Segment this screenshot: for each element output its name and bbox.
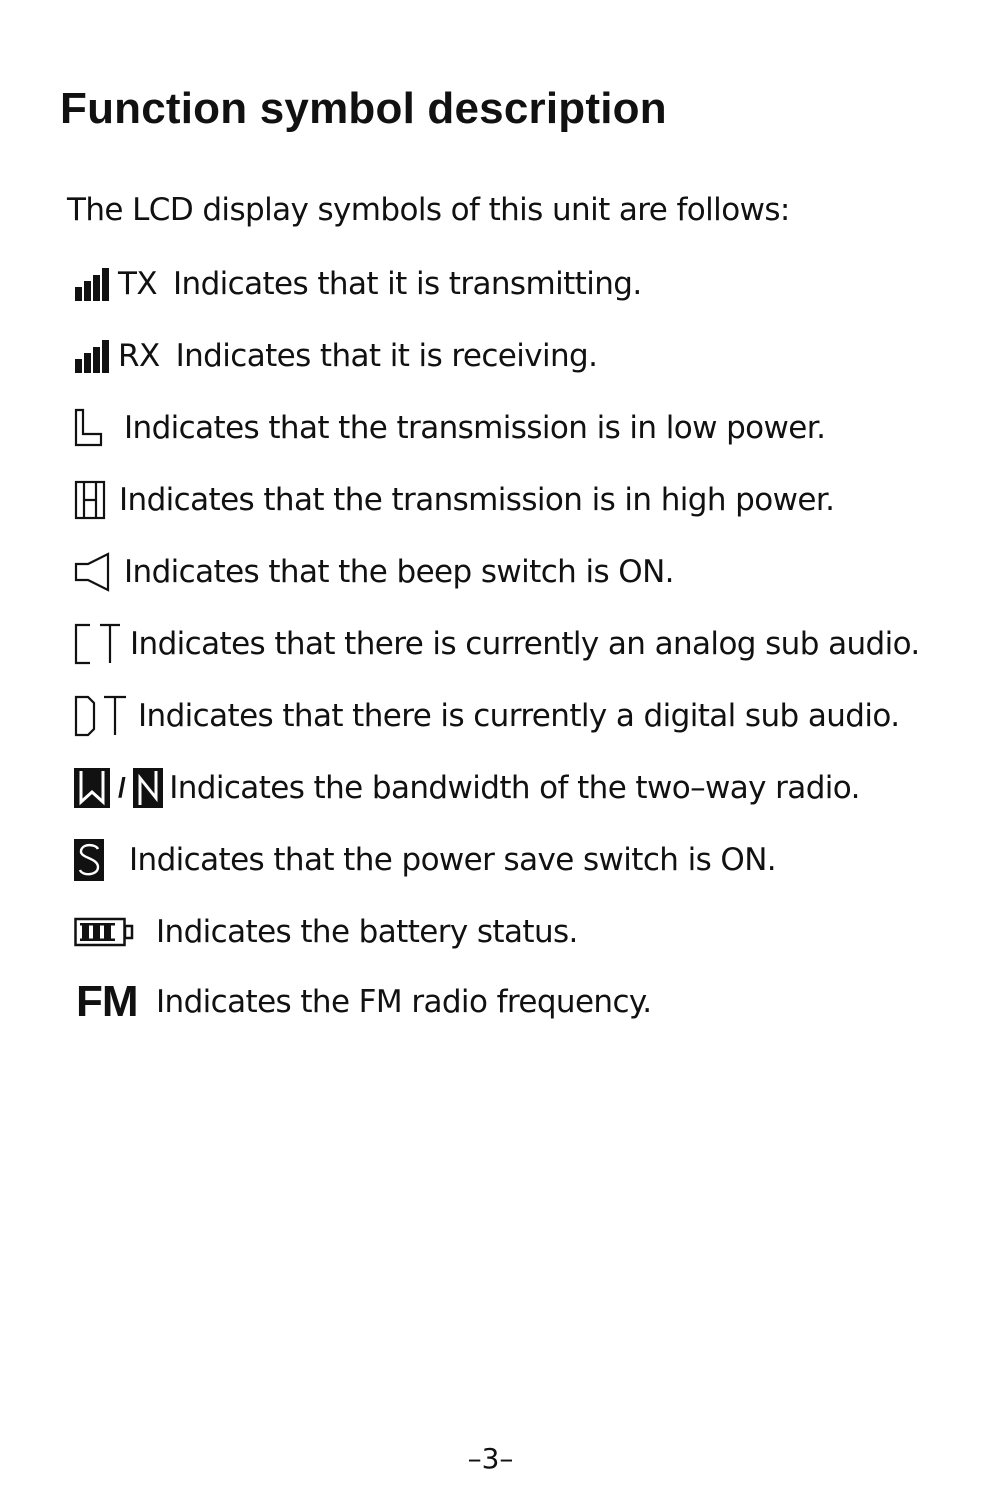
symbol-row-high-power <box>74 476 834 524</box>
battery-icon <box>74 917 156 947</box>
symbol-row-power-save <box>74 836 776 884</box>
symbol-description: Indicates that the transmission is in low power. <box>124 410 826 446</box>
symbol-description: Indicates that there is currently a digital sub audio. <box>138 698 900 734</box>
ct-segment-icon <box>74 623 130 665</box>
symbol-description: Indicates that there is currently an analog sub audio. <box>130 626 920 662</box>
symbol-description: Indicates that the transmission is in high power. <box>119 482 835 518</box>
symbol-description: Indicates the bandwidth of the two–way radio. <box>169 770 860 806</box>
intro-text: The LCD display symbols of this unit are follows: <box>67 192 790 228</box>
symbol-row-tx <box>74 260 642 308</box>
symbol-row-dt <box>74 692 899 740</box>
speaker-icon <box>74 552 124 592</box>
wide-W-icon <box>74 768 110 808</box>
symbol-description: Indicates that the power save switch is ON. <box>129 842 777 878</box>
symbol-description: Indicates that it is receiving. <box>175 338 598 374</box>
symbol-description: Indicates the battery status. <box>156 914 578 950</box>
narrow-N-icon <box>133 768 163 808</box>
signal-bars-icon <box>74 267 110 301</box>
symbol-description: Indicates that the beep switch is ON. <box>124 554 674 590</box>
page-title: Function symbol description <box>60 84 667 133</box>
low-power-L-icon <box>74 408 124 448</box>
symbol-row-beep <box>74 548 674 596</box>
high-power-H-icon <box>74 480 119 520</box>
symbol-code: TX <box>118 266 157 302</box>
symbol-row-rx <box>74 332 597 380</box>
symbol-description: Indicates that it is transmitting. <box>172 266 642 302</box>
signal-bars-icon <box>74 339 110 373</box>
page-number: –3– <box>467 1442 514 1475</box>
symbol-row-bandwidth <box>74 764 860 812</box>
symbol-code: / <box>118 772 126 803</box>
symbol-code: RX <box>118 338 160 374</box>
symbol-description: Indicates the FM radio frequency. <box>156 984 652 1020</box>
dt-segment-icon <box>74 695 138 737</box>
symbol-row-ct <box>74 620 920 668</box>
symbol-row-low-power <box>74 404 825 452</box>
power-save-S-icon <box>74 839 129 881</box>
symbol-row-fm <box>76 978 652 1026</box>
fm-icon: FM <box>76 977 138 1026</box>
symbol-row-battery <box>74 908 578 956</box>
